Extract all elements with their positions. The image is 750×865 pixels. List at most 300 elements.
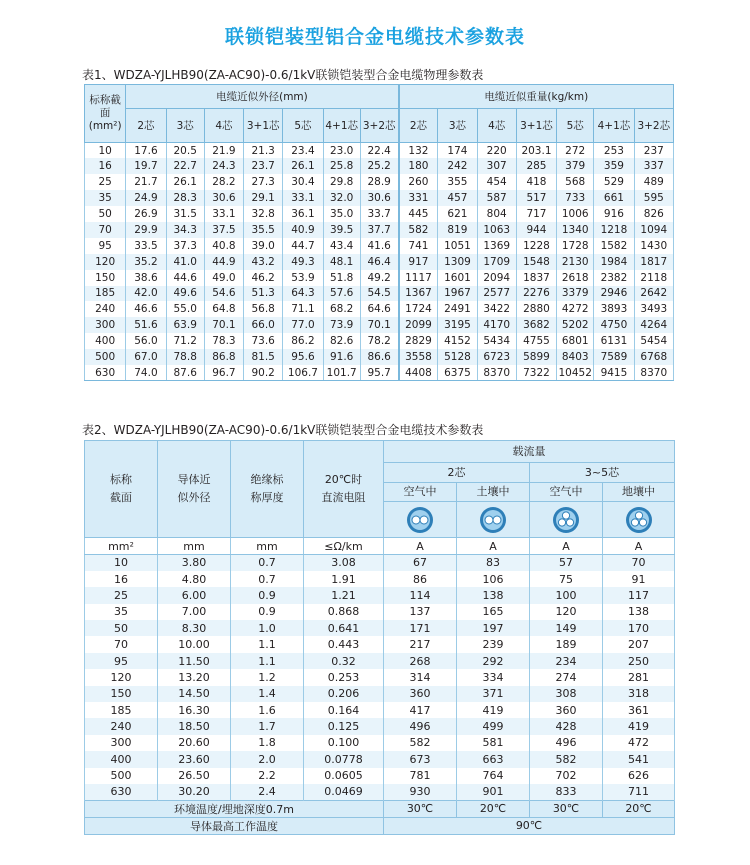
weight-core-header: 3+2芯 [634,109,673,143]
table-cell: 138 [457,587,530,603]
table-cell: 1.0 [231,620,304,636]
weight-cell: 3893 [594,301,634,317]
table-cell: 318 [603,686,675,702]
technical-parameters-table [84,440,675,835]
table-cell: 0.443 [304,636,384,652]
table-cell: 630 [85,784,158,800]
diameter-cell: 36.1 [283,206,323,222]
weight-cell: 180 [399,158,438,174]
table-cell: 268 [384,653,457,669]
weight-cell: 826 [634,206,673,222]
diameter-cell: 95.6 [283,349,323,365]
diameter-cell: 21.9 [204,143,243,159]
weight-cell: 1117 [399,270,438,286]
weight-cell: 4750 [594,317,634,333]
diameter-cell: 91.6 [323,349,360,365]
weight-cell: 2094 [477,270,516,286]
section-cell: 240 [85,301,126,317]
table-row [85,784,675,800]
table-cell: 1.1 [231,636,304,652]
weight-cell: 804 [477,206,516,222]
weight-cell: 1430 [634,238,673,254]
section-header [85,85,126,143]
diameter-cell: 86.8 [204,349,243,365]
table-row [85,174,674,190]
nominal-section-line2: 截面 [110,491,132,504]
table-cell: 67 [384,555,457,571]
table-cell: 419 [603,718,675,734]
diameter-cell: 27.3 [244,174,283,190]
weight-cell: 1367 [399,286,438,302]
diameter-cell: 26.1 [166,174,204,190]
table-cell: 308 [530,686,603,702]
diameter-cell: 90.2 [244,365,283,381]
weight-core-header: 2芯 [399,109,438,143]
weight-cell: 1601 [438,270,477,286]
table-cell: 7.00 [158,604,231,620]
section-cell: 300 [85,317,126,333]
table-row [85,222,674,238]
section-cell: 630 [85,365,126,381]
table-row [85,365,674,381]
table-cell: 91 [603,571,675,587]
weight-cell: 1369 [477,238,516,254]
weight-cell: 4170 [477,317,516,333]
weight-cell: 1063 [477,222,516,238]
weight-cell: 917 [399,254,438,270]
weight-cell: 916 [594,206,634,222]
diameter-cell: 43.2 [244,254,283,270]
weight-cell: 331 [399,190,438,206]
table-cell: 500 [85,768,158,784]
diameter-cell: 74.0 [126,365,166,381]
weight-cell: 9415 [594,365,634,381]
weight-cell: 355 [438,174,477,190]
diameter-cell: 87.6 [166,365,204,381]
weight-cell: 3379 [557,286,594,302]
weight-cell: 337 [634,158,673,174]
weight-cell: 595 [634,190,673,206]
icon-cell-2 [457,502,530,538]
section-cell: 500 [85,349,126,365]
weight-cell: 220 [477,143,516,159]
diameter-cell: 21.3 [244,143,283,159]
table-cell: 16.30 [158,702,231,718]
diameter-cell: 24.9 [126,190,166,206]
diameter-cell: 49.0 [204,270,243,286]
weight-cell: 6131 [594,333,634,349]
section-cell: 120 [85,254,126,270]
insulation-thickness-header [231,441,304,538]
table-cell: 4.80 [158,571,231,587]
weight-core-header: 4芯 [477,109,516,143]
table-cell: 240 [85,718,158,734]
weight-cell: 457 [438,190,477,206]
icon-cell-3 [530,502,603,538]
table-cell: 16 [85,571,158,587]
section-cell: 400 [85,333,126,349]
table1-caption: 表1、WDZA-YJLHB90(ZA-AC90)-0.6/1kV联锁铠装型合金电缆物理参数表 [82,68,484,82]
diameter-cell: 57.6 [323,286,360,302]
icon-cell-4 [603,502,675,538]
table-cell: 239 [457,636,530,652]
diameter-cell: 21.7 [126,174,166,190]
section-cell: 10 [85,143,126,159]
max-temp-label: 导体最高工作温度 [85,817,384,834]
unit-cell: A [384,538,457,555]
section-cell: 185 [85,286,126,302]
weight-cell: 6375 [438,365,477,381]
table-row [85,718,675,734]
table-cell: 0.7 [231,571,304,587]
diameter-cell: 35.2 [126,254,166,270]
diameter-cell: 28.2 [204,174,243,190]
table-cell: 185 [85,702,158,718]
weight-cell: 1709 [477,254,516,270]
table-cell: 106 [457,571,530,587]
table-cell: 419 [457,702,530,718]
weight-cell: 3195 [438,317,477,333]
diameter-cell: 39.5 [323,222,360,238]
diameter-cell: 39.0 [244,238,283,254]
diameter-cell: 46.4 [360,254,398,270]
cable-3core-air-icon [551,505,581,535]
table-cell: 165 [457,604,530,620]
diameter-cell: 34.3 [166,222,204,238]
weight-cell: 4264 [634,317,673,333]
table-cell: 930 [384,784,457,800]
weight-cell: 1218 [594,222,634,238]
diameter-cell: 26.9 [126,206,166,222]
install-air-2core: 空气中 [384,483,457,502]
diameter-cell: 40.8 [204,238,243,254]
dc-resistance-line2: 直流电阻 [321,491,366,504]
weight-cell: 5434 [477,333,516,349]
table-cell: 30.20 [158,784,231,800]
weight-cell: 1837 [516,270,556,286]
table-cell: 1.21 [304,587,384,603]
diameter-cell: 41.0 [166,254,204,270]
two-core-header: 2芯 [384,463,530,483]
table-row [85,735,675,751]
diameter-group-header: 电缆近似外径(mm) [126,85,399,109]
diameter-cell: 25.8 [323,158,360,174]
diameter-cell: 73.6 [244,333,283,349]
diameter-cell: 67.0 [126,349,166,365]
table-row [85,238,674,254]
weight-cell: 132 [399,143,438,159]
table-row [85,620,675,636]
section-cell: 70 [85,222,126,238]
diameter-cell: 29.1 [244,190,283,206]
table-cell: 371 [457,686,530,702]
table-cell: 0.253 [304,669,384,685]
weight-cell: 2642 [634,286,673,302]
table-cell: 137 [384,604,457,620]
table-cell: 70 [85,636,158,652]
table-cell: 400 [85,751,158,767]
table-cell: 541 [603,751,675,767]
diameter-cell: 73.9 [323,317,360,333]
section-header-label: 标称截面(mm²) [88,94,122,132]
weight-cell: 237 [634,143,673,159]
table-cell: 781 [384,768,457,784]
table-cell: 120 [530,604,603,620]
diameter-cell: 64.6 [360,301,398,317]
unit-cell: ≤Ω/km [304,538,384,555]
table-row [85,158,674,174]
weight-core-header: 3芯 [438,109,477,143]
diameter-cell: 86.2 [283,333,323,349]
table-row [85,286,674,302]
table-row [85,636,675,652]
table-cell: 496 [384,718,457,734]
unit-cell: A [530,538,603,555]
table-cell: 13.20 [158,669,231,685]
weight-cell: 1728 [557,238,594,254]
diameter-cell: 17.6 [126,143,166,159]
weight-cell: 2099 [399,317,438,333]
diameter-cell: 49.3 [283,254,323,270]
table-cell: 10.00 [158,636,231,652]
table-cell: 833 [530,784,603,800]
diameter-cell: 38.6 [126,270,166,286]
weight-cell: 2577 [477,286,516,302]
diameter-cell: 30.6 [204,190,243,206]
weight-cell: 661 [594,190,634,206]
table-row [85,587,675,603]
table-cell: 83 [457,555,530,571]
diameter-cell: 33.5 [126,238,166,254]
table-row [85,653,675,669]
diameter-cell: 63.9 [166,317,204,333]
table-cell: 0.32 [304,653,384,669]
table-cell: 189 [530,636,603,652]
insulation-thickness-line2: 称厚度 [250,491,284,504]
table-cell: 3.08 [304,555,384,571]
weight-cell: 10452 [557,365,594,381]
nominal-section-line1: 标称 [110,473,132,486]
table-cell: 582 [530,751,603,767]
diameter-cell: 66.0 [244,317,283,333]
table-row [85,686,675,702]
diameter-cell: 25.2 [360,158,398,174]
table-cell: 417 [384,702,457,718]
diameter-cell: 96.7 [204,365,243,381]
unit-cell: A [603,538,675,555]
table-cell: 702 [530,768,603,784]
table-row [85,768,675,784]
diameter-cell: 71.1 [283,301,323,317]
table-cell: 35 [85,604,158,620]
table-cell: 274 [530,669,603,685]
diameter-cell: 33.1 [204,206,243,222]
weight-cell: 582 [399,222,438,238]
table-row [85,333,674,349]
env-temp-label: 环境温度/埋地深度0.7m [85,800,384,817]
physical-parameters-table [84,84,674,381]
table-cell: 0.0605 [304,768,384,784]
weight-cell: 1548 [516,254,556,270]
unit-cell: mm² [85,538,158,555]
table-cell: 711 [603,784,675,800]
diameter-cell: 30.6 [360,190,398,206]
table-cell: 0.125 [304,718,384,734]
diameter-cell: 64.3 [283,286,323,302]
diameter-cell: 70.1 [204,317,243,333]
env-temp-value: 30℃ [530,800,603,817]
weight-cell: 285 [516,158,556,174]
diameter-cell: 51.8 [323,270,360,286]
weight-cell: 2130 [557,254,594,270]
weight-cell: 7589 [594,349,634,365]
table-cell: 120 [85,669,158,685]
section-cell: 150 [85,270,126,286]
weight-cell: 6723 [477,349,516,365]
diameter-core-header: 3+2芯 [360,109,398,143]
weight-cell: 379 [557,158,594,174]
table-cell: 234 [530,653,603,669]
weight-cell: 4755 [516,333,556,349]
table-row [85,669,675,685]
diameter-cell: 77.0 [283,317,323,333]
table-cell: 70 [603,555,675,571]
diameter-cell: 49.2 [360,270,398,286]
table-cell: 100 [530,587,603,603]
weight-cell: 2118 [634,270,673,286]
table-row [85,254,674,270]
diameter-cell: 19.7 [126,158,166,174]
nominal-section-header [85,441,158,538]
diameter-cell: 56.0 [126,333,166,349]
diameter-cell: 41.6 [360,238,398,254]
table-cell: 361 [603,702,675,718]
table-cell: 0.100 [304,735,384,751]
weight-cell: 7322 [516,365,556,381]
weight-cell: 359 [594,158,634,174]
table-row [85,555,675,571]
weight-core-header: 3+1芯 [516,109,556,143]
table-cell: 11.50 [158,653,231,669]
env-temp-value: 20℃ [603,800,675,817]
diameter-cell: 32.8 [244,206,283,222]
conductor-diameter-line2: 似外径 [177,491,211,504]
diameter-cell: 46.6 [126,301,166,317]
table-row [85,751,675,767]
weight-group-header: 电缆近似重量(kg/km) [399,85,674,109]
table-cell: 25 [85,587,158,603]
weight-cell: 6768 [634,349,673,365]
diameter-cell: 54.6 [204,286,243,302]
table-cell: 197 [457,620,530,636]
table-cell: 20.60 [158,735,231,751]
diameter-cell: 64.8 [204,301,243,317]
table-row [85,190,674,206]
table-cell: 0.9 [231,604,304,620]
table-cell: 8.30 [158,620,231,636]
weight-cell: 8370 [477,365,516,381]
table-cell: 26.50 [158,768,231,784]
table-row [85,349,674,365]
table-cell: 581 [457,735,530,751]
weight-cell: 2946 [594,286,634,302]
table-cell: 14.50 [158,686,231,702]
table-cell: 292 [457,653,530,669]
diameter-cell: 20.5 [166,143,204,159]
table-cell: 50 [85,620,158,636]
table-cell: 1.4 [231,686,304,702]
diameter-cell: 68.2 [323,301,360,317]
table-cell: 1.7 [231,718,304,734]
unit-cell: A [457,538,530,555]
table-cell: 499 [457,718,530,734]
install-soil-3core: 地壤中 [603,483,675,502]
units-row [85,538,675,555]
page-title: 联锁铠装型铝合金电缆技术参数表 [224,26,525,48]
diameter-cell: 28.9 [360,174,398,190]
table-cell: 0.206 [304,686,384,702]
table-cell: 0.868 [304,604,384,620]
install-soil-2core: 土壤中 [457,483,530,502]
install-air-3core: 空气中 [530,483,603,502]
table-cell: 2.4 [231,784,304,800]
table-cell: 138 [603,604,675,620]
diameter-cell: 95.7 [360,365,398,381]
diameter-cell: 33.7 [360,206,398,222]
table-cell: 1.2 [231,669,304,685]
weight-cell: 445 [399,206,438,222]
diameter-cell: 55.0 [166,301,204,317]
weight-cell: 2382 [594,270,634,286]
table-row [85,206,674,222]
diameter-cell: 51.3 [244,286,283,302]
weight-cell: 203.1 [516,143,556,159]
table-cell: 0.7 [231,555,304,571]
weight-cell: 944 [516,222,556,238]
table-cell: 496 [530,735,603,751]
table-cell: 428 [530,718,603,734]
icon-cell-1 [384,502,457,538]
weight-cell: 1051 [438,238,477,254]
table-cell: 114 [384,587,457,603]
weight-cell: 5454 [634,333,673,349]
diameter-cell: 54.5 [360,286,398,302]
diameter-cell: 23.4 [283,143,323,159]
table-cell: 18.50 [158,718,231,734]
table-cell: 300 [85,735,158,751]
env-temp-value: 20℃ [457,800,530,817]
weight-cell: 2618 [557,270,594,286]
weight-cell: 253 [594,143,634,159]
diameter-cell: 23.0 [323,143,360,159]
dc-resistance-header [304,441,384,538]
section-cell: 25 [85,174,126,190]
diameter-cell: 48.1 [323,254,360,270]
diameter-cell: 49.6 [166,286,204,302]
table-cell: 1.8 [231,735,304,751]
weight-cell: 517 [516,190,556,206]
section-cell: 35 [85,190,126,206]
diameter-core-header: 2芯 [126,109,166,143]
weight-cell: 6801 [557,333,594,349]
weight-cell: 1094 [634,222,673,238]
table-row [85,143,674,159]
diameter-cell: 28.3 [166,190,204,206]
weight-cell: 733 [557,190,594,206]
table-cell: 626 [603,768,675,784]
diameter-cell: 26.1 [283,158,323,174]
weight-cell: 272 [557,143,594,159]
